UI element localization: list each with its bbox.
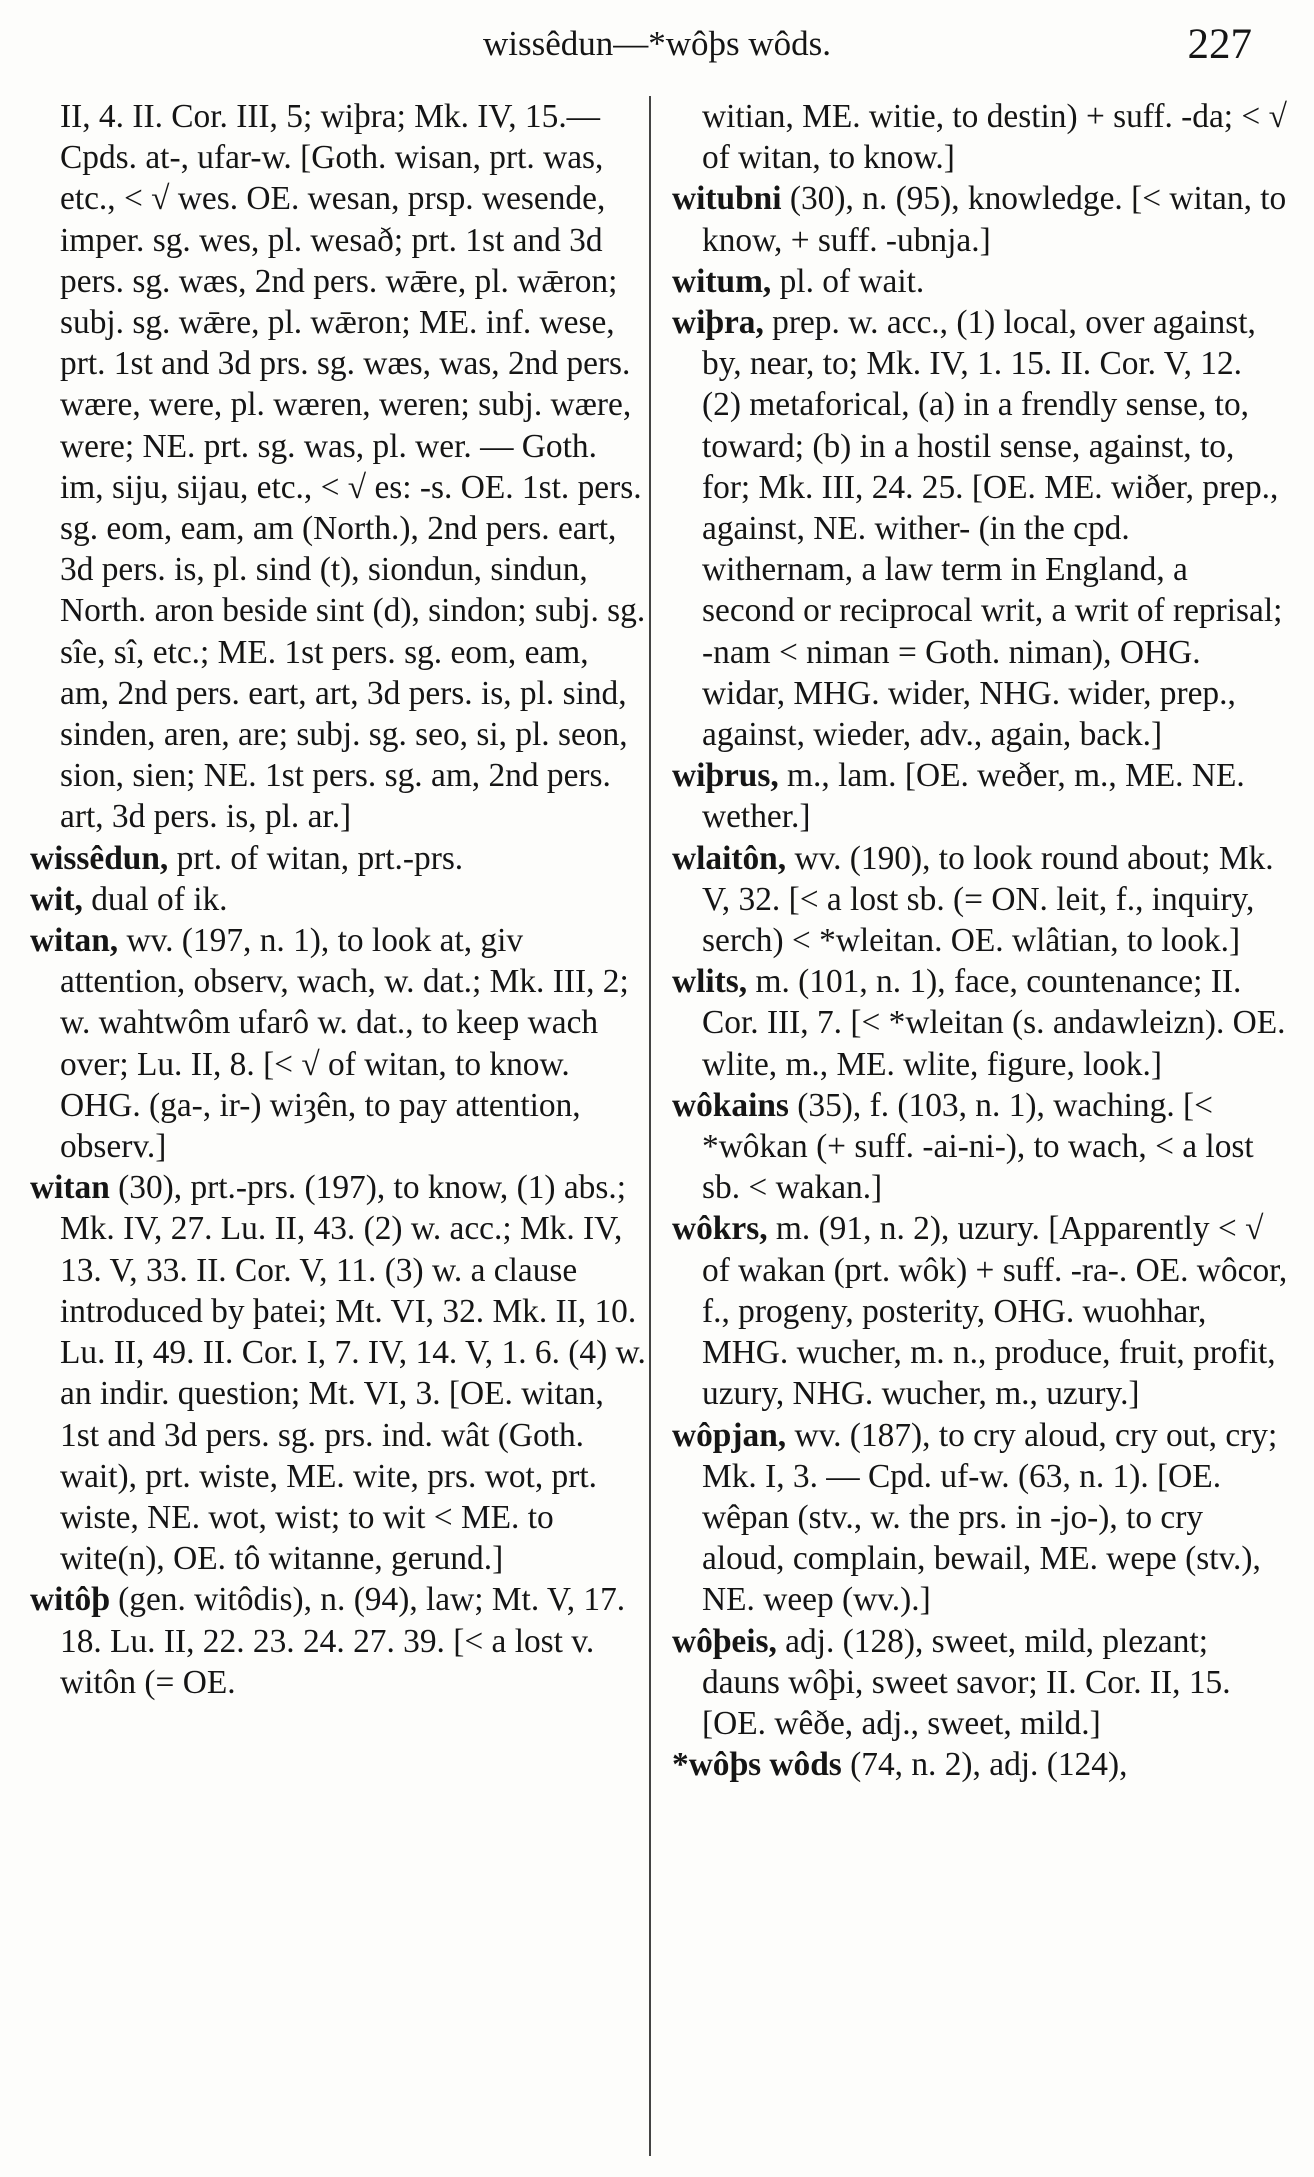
dictionary-entry xyxy=(672,755,1288,837)
entry-text: (74, n. 2), adj. (124), xyxy=(841,1746,1128,1784)
running-head: wissêdun—*wôþs wôds. xyxy=(482,24,832,63)
dictionary-entry xyxy=(672,1085,1288,1209)
entry-headword: witubni xyxy=(672,180,782,218)
dictionary-entry xyxy=(30,879,646,920)
entry-text: dual of ik. xyxy=(82,880,228,918)
dictionary-entry xyxy=(672,1744,1288,1785)
dictionary-entry xyxy=(672,178,1288,260)
entry-headword: witan, xyxy=(30,922,119,960)
entry-headword: wlaitôn, xyxy=(672,839,787,877)
entry-text: (35), f. (103, n. 1), waching. [< *wôkan (+ suff. -ai-ni-), to wach, < a lost sb. < wakan.] xyxy=(702,1086,1254,1207)
entry-headword: wôkrs, xyxy=(672,1210,768,1248)
entry-text: wv. (197, n. 1), to look at, giv attention, observ, wach, w. dat.; Mk. III, 2; w. wahtwôm ufarô w. dat., to keep wach over; Lu. II, 8. [< √ of witan, to know. OHG. (ga-, ir-) wiȝên, to pay attention, observ.] xyxy=(60,922,629,1166)
right-column xyxy=(672,96,1288,1785)
entry-text: adj. (128), sweet, mild, plezant; dauns wôþi, sweet savor; II. Cor. II, 15. [OE. wêðe, adj., sweet, mild.] xyxy=(702,1622,1231,1742)
entry-headword: wiþra, xyxy=(672,304,764,342)
entry-headword: witan xyxy=(30,1169,110,1207)
dictionary-entry-continuation xyxy=(30,96,646,838)
dictionary-entry xyxy=(30,1167,646,1579)
dictionary-entry xyxy=(30,920,646,1167)
entry-headword: wlits, xyxy=(672,963,748,1001)
column-divider xyxy=(649,96,651,2156)
dictionary-entry xyxy=(672,961,1288,1085)
page-header xyxy=(0,14,1314,70)
entry-headword: wissêdun, xyxy=(30,839,169,877)
entry-headword: wôkains xyxy=(672,1086,789,1124)
dictionary-entry xyxy=(672,838,1288,962)
dictionary-entry xyxy=(672,1621,1288,1745)
entry-text: m., lam. [OE. weðer, m., ME. NE. wether.] xyxy=(702,757,1245,836)
page-number: 227 xyxy=(1187,21,1252,68)
entry-headword: wit, xyxy=(30,880,83,918)
dictionary-entry-continuation xyxy=(672,96,1288,178)
dictionary-entry xyxy=(30,838,646,879)
entry-headword: wiþrus, xyxy=(672,757,779,795)
entry-text: (30), prt.-prs. (197), to know, (1) abs.; Mk. IV, 27. Lu. II, 43. (2) w. acc.; Mk. IV, 13. V, 33. II. Cor. V, 11. (3) w. a clause introduced by þatei; Mt. VI, 32. Mk. II, 10. Lu. II, 49. II. Cor. I, 7. IV, 14. V, 1. 6. (4) w. an indir. question; Mt. VI, 3. [OE. witan, 1st and 3d pers. sg. prs. ind. wât (Goth. wait), prt. wiste, ME. wite, prs. wot, prt. wiste, NE. wot, wist; to wit < ME. to wite(n), OE. tô witanne, gerund.] xyxy=(60,1169,646,1578)
entry-text: wv. (187), to cry aloud, cry out, cry; Mk. I, 3. — Cpd. uf-w. (63, n. 1). [OE. wêpan (stv., w. the prs. in -jo-), to cry aloud, complain, bewail, ME. wepe (stv.), NE. weep (wv.).] xyxy=(702,1416,1278,1619)
left-column xyxy=(30,96,646,1703)
entry-text: wv. (190), to look round about; Mk. V, 32. [< a lost sb. (= ON. leit, f., inquiry, serch) < *wleitan. OE. wlâtian, to look.] xyxy=(702,839,1274,960)
entry-headword: *wôþs wôds xyxy=(672,1746,842,1784)
dictionary-entry xyxy=(30,1579,646,1703)
entry-headword: witôþ xyxy=(30,1581,110,1619)
dictionary-entry xyxy=(672,1415,1288,1621)
entry-headword: witum, xyxy=(672,262,772,300)
entry-text: pl. of wait. xyxy=(771,262,925,300)
entry-text: (30), n. (95), knowledge. [< witan, to know, + suff. -ubnja.] xyxy=(702,180,1287,259)
entry-text: m. (101, n. 1), face, countenance; II. Cor. III, 7. [< *wleitan (s. andawleizn). OE. wlite, m., ME. wlite, figure, look.] xyxy=(702,963,1286,1083)
entry-headword: wôpjan, xyxy=(672,1416,787,1454)
entry-text: (gen. witôdis), n. (94), law; Mt. V, 17. 18. Lu. II, 22. 23. 24. 27. 39. [< a lost v. witôn (= OE. xyxy=(60,1581,626,1701)
dictionary-entry xyxy=(672,1208,1288,1414)
dictionary-entry xyxy=(672,261,1288,302)
entry-headword: wôþeis, xyxy=(672,1622,777,1660)
entry-text: prt. of witan, prt.-prs. xyxy=(168,839,464,877)
entry-text: witian, ME. witie, to destin) + suff. -da; < √ of witan, to know.] xyxy=(702,98,1287,177)
entry-text: m. (91, n. 2), uzury. [Apparently < √ of wakan (prt. wôk) + suff. -ra-. OE. wôcor, f., progeny, posterity, OHG. wuohhar, MHG. wucher, m. n., produce, fruit, profit, uzury, NHG. wucher, m., uzury.] xyxy=(702,1210,1288,1413)
entry-text: prep. w. acc., (1) local, over against, by, near, to; Mk. IV, 1. 15. II. Cor. V, 12. (2) metaforical, (a) in a frendly sense, to, toward; (b) in a hostil sense, against, to, for; Mk. III, 24. 25. [OE. ME. wiðer, prep., against, NE. wither- (in the cpd. withernam, a law term in England, a second or reciprocal writ, a writ of reprisal; -nam < niman = Goth. niman), OHG. widar, MHG. wider, NHG. wider, prep., against, wieder, adv., again, back.] xyxy=(702,304,1283,754)
entry-text: II, 4. II. Cor. III, 5; wiþra; Mk. IV, 15.—Cpds. at-, ufar-w. [Goth. wisan, prt. was, etc., < √ wes. OE. wesan, prsp. wesende, imper. sg. wes, pl. wesað; prt. 1st and 3d pers. sg. wæs, 2nd pers. wǣre, pl. wǣron; subj. sg. wǣre, pl. wǣron; ME. inf. wese, prt. 1st and 3d prs. sg. wæs, was, 2nd pers. wære, were, pl. wæren, weren; subj. wære, were; NE. prt. sg. was, pl. wer. — Goth. im, siju, sijau, etc., < √ es: -s. OE. 1st. pers. sg. eom, eam, am (North.), 2nd pers. eart, 3d pers. is, pl. sind (t), siondun, sindun, North. aron beside sint (d), sindon; subj. sg. sîe, sî, etc.; ME. 1st pers. sg. eom, eam, am, 2nd pers. eart, art, 3d pers. is, pl. sind, sinden, aren, are; subj. sg. seo, si, pl. seon, sion, sien; NE. 1st pers. sg. am, 2nd pers. art, 3d pers. is, pl. ar.] xyxy=(60,98,646,836)
dictionary-entry xyxy=(672,302,1288,755)
